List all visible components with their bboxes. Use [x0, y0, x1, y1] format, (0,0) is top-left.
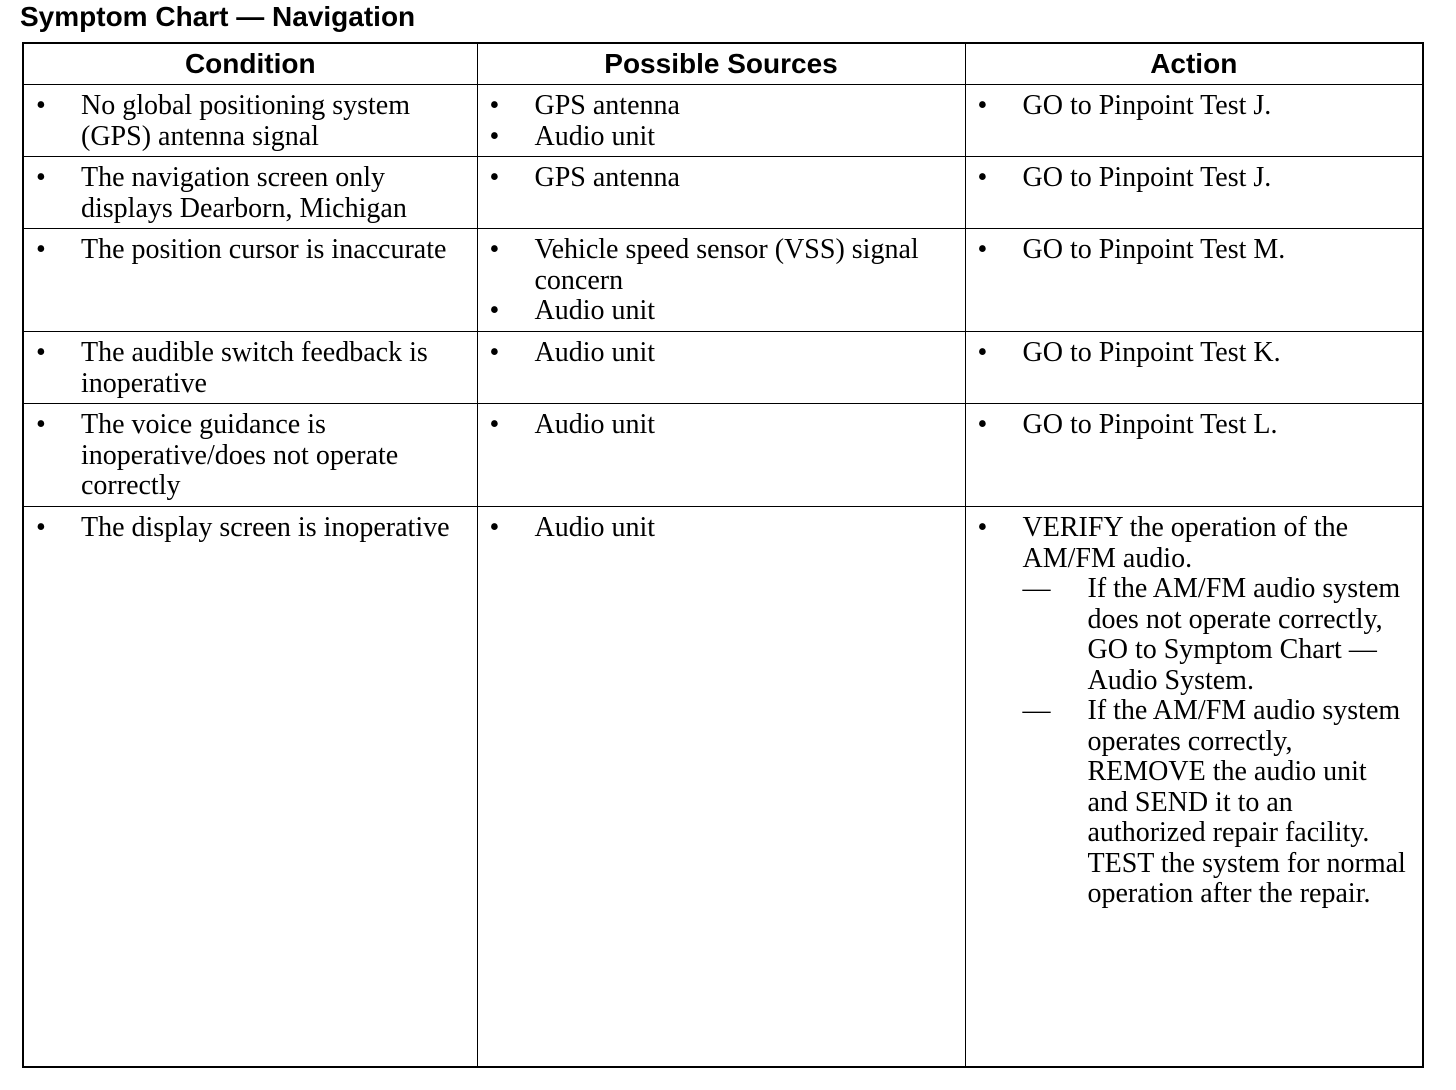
- table-row: [23, 507, 1423, 1068]
- bullet-item: • VERIFY the operation of the AM/FM audio.: [977, 512, 1349, 574]
- bullet-item: • GO to Pinpoint Test J.: [977, 162, 1272, 193]
- bullet-item: • The position cursor is inaccurate: [36, 234, 447, 265]
- bullet-item: • Audio unit: [489, 295, 656, 326]
- bullet-item: • GO to Pinpoint Test J.: [977, 90, 1272, 121]
- bullet-icon: •: [36, 337, 46, 368]
- bullet-icon: •: [977, 90, 988, 121]
- bullet-icon: •: [977, 409, 988, 440]
- bullet-icon: •: [36, 409, 46, 440]
- column-header-action: Action: [965, 43, 1423, 85]
- column-header-possible-sources: Possible Sources: [477, 43, 965, 85]
- bullet-icon: •: [36, 162, 46, 193]
- table-row: [23, 404, 1423, 507]
- bullet-icon: •: [489, 120, 500, 152]
- bullet-item: • The audible switch feedback is inoperative: [36, 337, 428, 399]
- dash-icon: —: [1022, 695, 1051, 726]
- bullet-icon: •: [977, 234, 988, 265]
- table-row: [23, 85, 1423, 157]
- bullet-icon: •: [489, 90, 500, 121]
- action-cell: [965, 229, 1423, 332]
- bullet-icon: •: [977, 337, 988, 368]
- sources-cell: [477, 332, 965, 404]
- bullet-item: • The voice guidance is inoperative/does not operate correctly: [36, 409, 399, 501]
- symptom-chart-table: [22, 42, 1424, 1068]
- action-cell: [965, 404, 1423, 507]
- bullet-item: • Audio unit: [489, 337, 656, 368]
- bullet-icon: •: [489, 162, 500, 193]
- dash-sub-item: — If the AM/FM audio system does not operate correctly, GO to Symptom Chart — Audio System.: [1022, 573, 1401, 696]
- condition-cell: [23, 332, 477, 404]
- condition-cell: [23, 85, 477, 157]
- table-row: [23, 229, 1423, 332]
- bullet-item: • Audio unit: [489, 512, 656, 543]
- action-cell: [965, 85, 1423, 157]
- condition-cell: [23, 229, 477, 332]
- bullet-item: • Vehicle speed sensor (VSS) signal concern: [489, 234, 919, 296]
- bullet-item: • No global positioning system (GPS) antenna signal: [36, 90, 410, 152]
- column-header-condition: Condition: [23, 43, 477, 85]
- dash-icon: —: [1022, 573, 1051, 604]
- bullet-item: • GO to Pinpoint Test K.: [977, 337, 1281, 368]
- sources-cell: [477, 229, 965, 332]
- table-row: [23, 332, 1423, 404]
- bullet-icon: •: [489, 295, 500, 326]
- bullet-icon: •: [977, 162, 988, 193]
- bullet-icon: •: [36, 512, 46, 543]
- bullet-icon: •: [489, 512, 500, 543]
- condition-cell: [23, 404, 477, 507]
- table-row: [23, 157, 1423, 229]
- sources-cell: [477, 507, 965, 1068]
- bullet-item: • GPS antenna: [489, 90, 680, 121]
- action-cell: [965, 332, 1423, 404]
- bullet-icon: •: [489, 409, 500, 440]
- sources-cell: [477, 157, 965, 229]
- action-cell: [965, 157, 1423, 229]
- bullet-item: • The navigation screen only displays Dearborn, Michigan: [36, 162, 407, 224]
- page-title: Symptom Chart — Navigation: [20, 1, 416, 32]
- bullet-item: • GO to Pinpoint Test M.: [977, 234, 1286, 265]
- bullet-icon: •: [489, 337, 500, 368]
- condition-cell: [23, 507, 477, 1068]
- bullet-item: • The display screen is inoperative: [36, 512, 450, 543]
- table-header-row: [23, 43, 1423, 85]
- condition-cell: [23, 157, 477, 229]
- sources-cell: [477, 85, 965, 157]
- action-cell: [965, 507, 1423, 1068]
- bullet-icon: •: [36, 90, 46, 121]
- bullet-icon: •: [36, 234, 46, 265]
- bullet-item: • Audio unit: [489, 120, 656, 152]
- sources-cell: [477, 404, 965, 507]
- bullet-icon: •: [977, 512, 988, 543]
- bullet-icon: •: [489, 234, 500, 265]
- dash-sub-item: — If the AM/FM audio system operates correctly, REMOVE the audio unit and SEND it to an authorized repair facility. TEST the system for normal operation after the repair.: [1022, 695, 1406, 909]
- bullet-item: • GPS antenna: [489, 162, 680, 193]
- bullet-item: • GO to Pinpoint Test L.: [977, 409, 1278, 440]
- bullet-item: • Audio unit: [489, 409, 656, 440]
